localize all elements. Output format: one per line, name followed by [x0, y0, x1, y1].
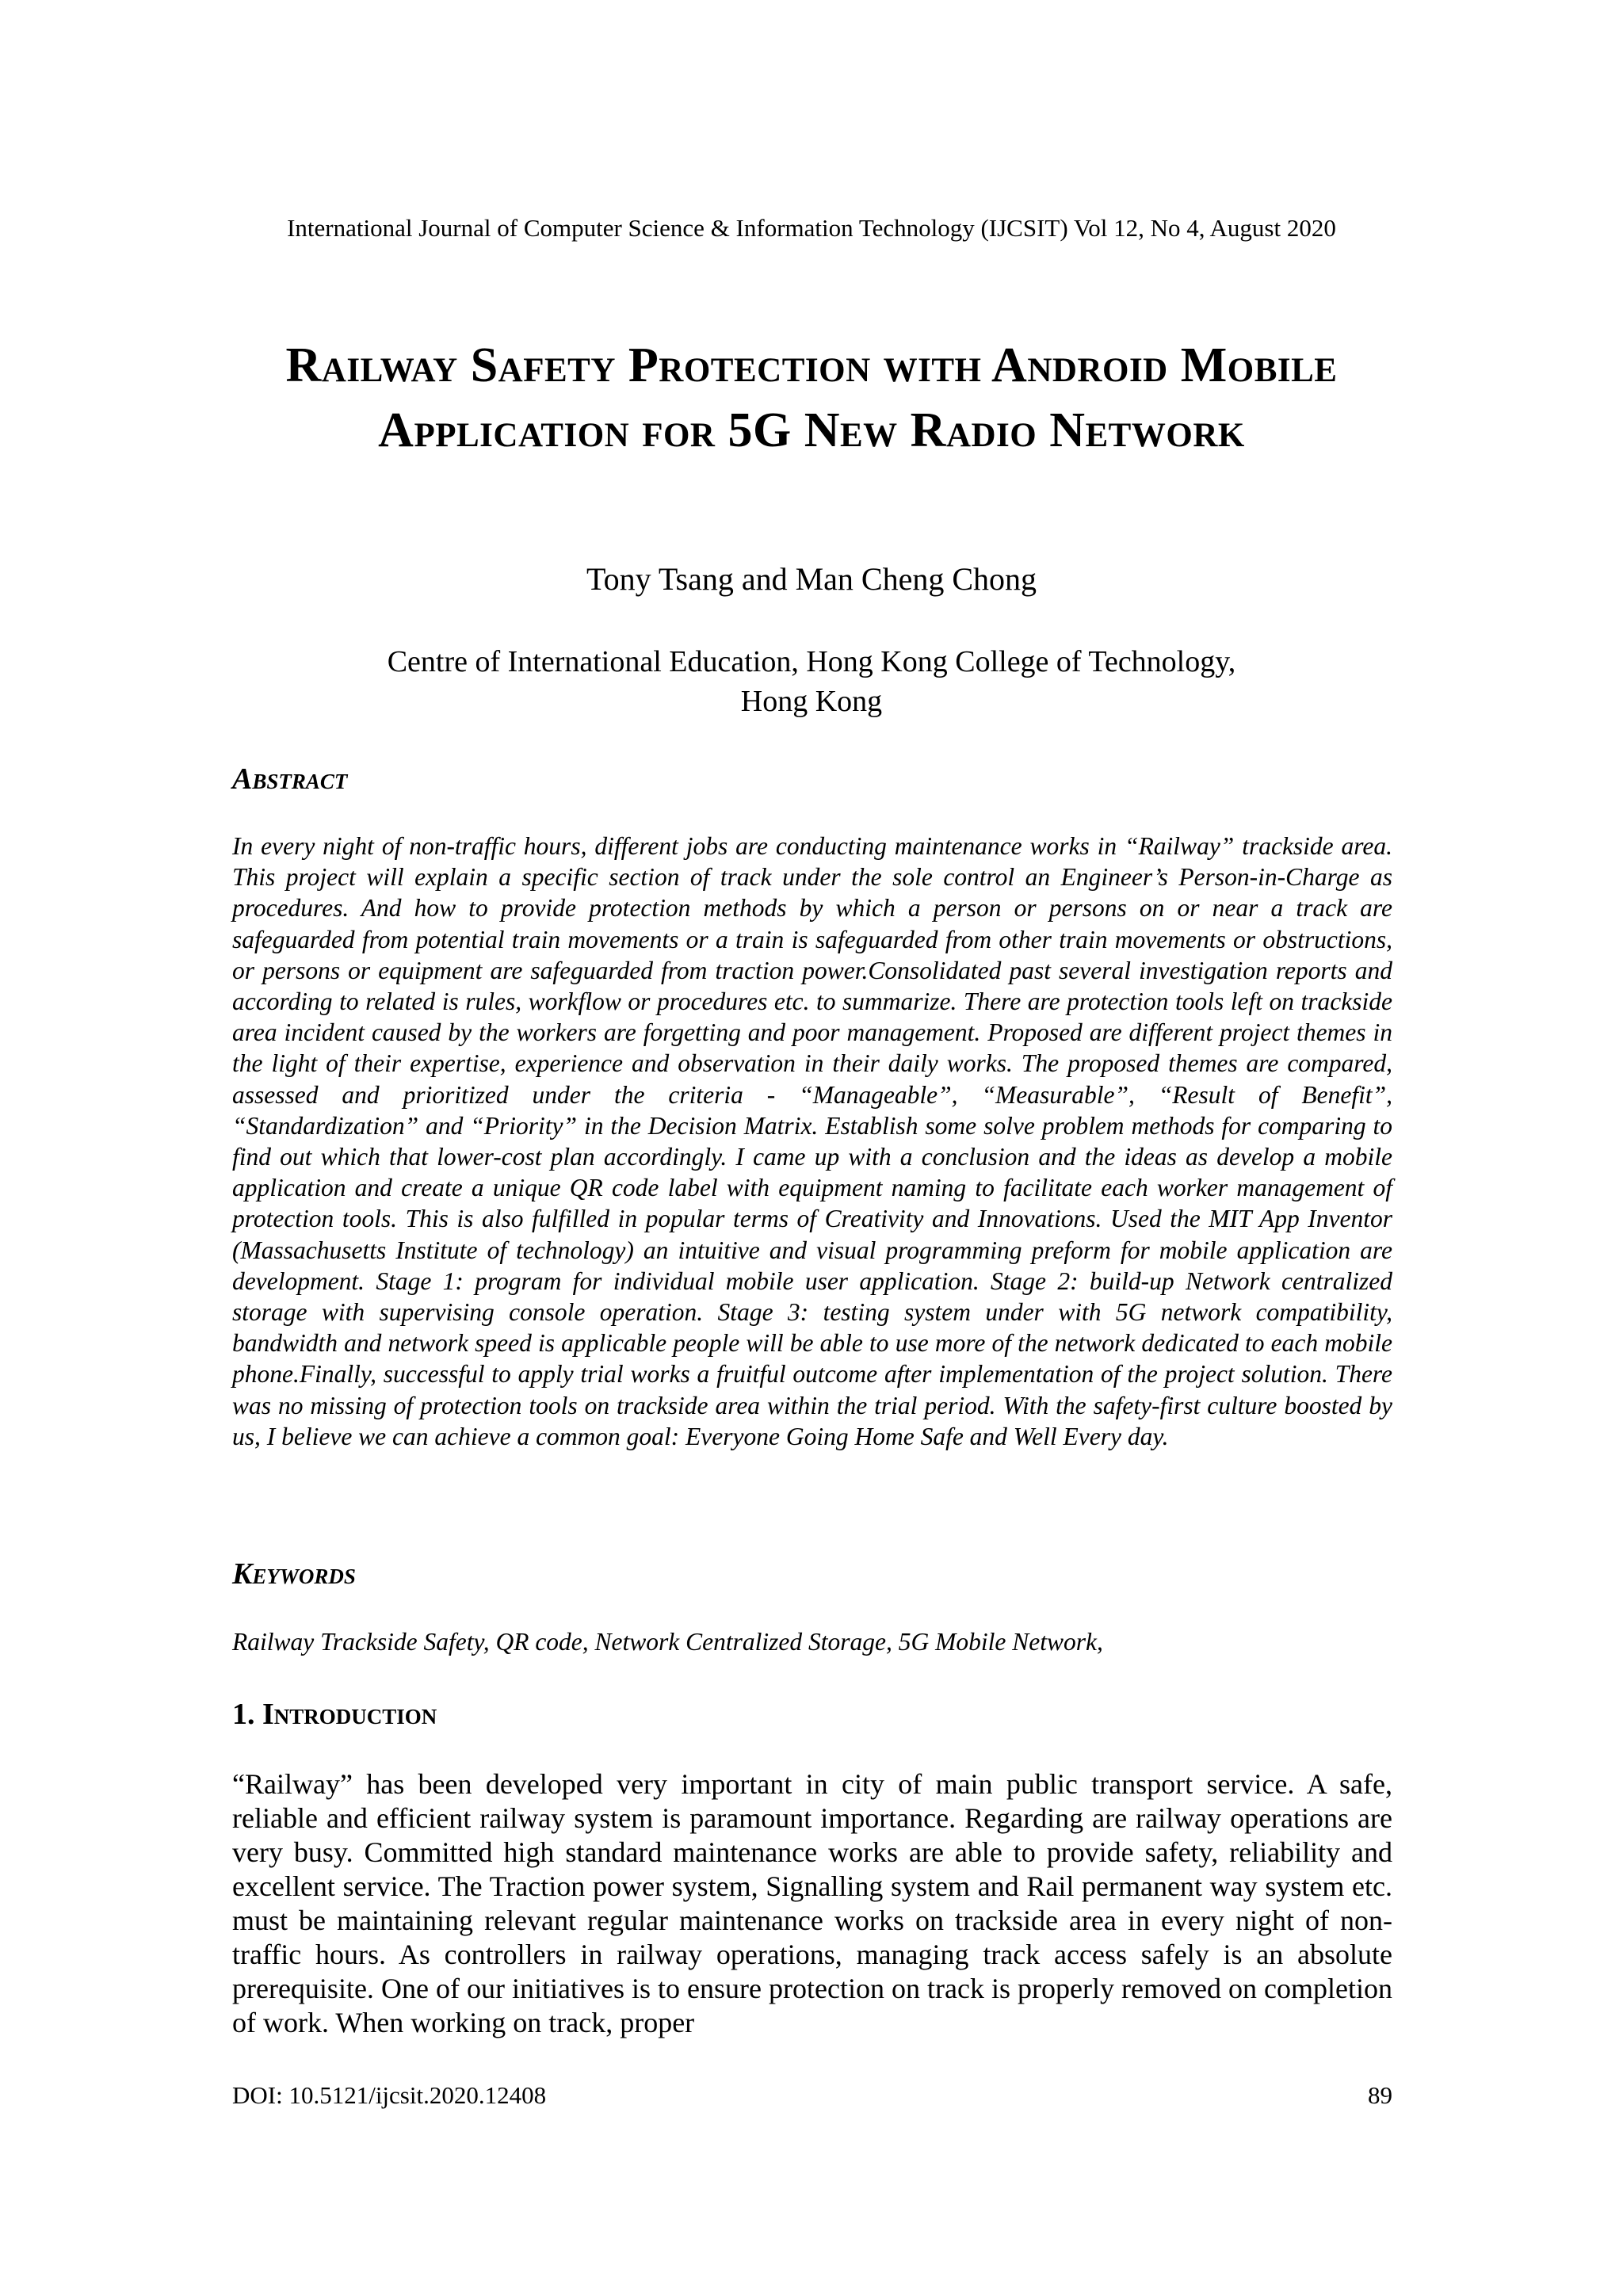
author-affiliation	[238, 642, 1385, 721]
page-number: 89	[1368, 2081, 1392, 2109]
introduction-heading: 1. Introduction	[232, 1698, 437, 1731]
paper-authors: Tony Tsang and Man Cheng Chong	[586, 561, 1037, 597]
doi-footer: DOI: 10.5121/ijcsit.2020.12408	[232, 2081, 547, 2109]
affiliation-line-1: Centre of International Education, Hong Kong College of Technology,	[387, 645, 1236, 678]
paper-title: Railway Safety Protection with Android Mobile Application for 5G New Radio Network	[285, 338, 1338, 457]
running-header: International Journal of Computer Science & Information Technology (IJCSIT) Vol 12, No 4, August 2020	[287, 214, 1336, 242]
keywords-heading: Keywords	[232, 1557, 356, 1591]
abstract-text: In every night of non-traffic hours, different jobs are conducting maintenance works in “Railway” trackside area. This project will explain a specific section of track under the sole control an Engineer’s Person-in-Charge as procedures. And how to provide protection methods by which a person or persons on or near a track are safeguarded from potential train movements or a train is safeguarded from other train movements or obstructions, or persons or equipment are safeguarded from traction power.Consolidated past several investigation reports and according to related is rules, workflow or procedures etc. to summarize. There are protection tools left on trackside area incident caused by the workers are forgetting and poor management. Proposed are different project themes in the light of their expertise, experience and observation in their daily works. The proposed themes are compared, assessed and prioritized under the criteria - “Manageable”, “Measurable”, “Result of Benefit”, “Standardization” and “Priority” in the Decision Matrix. Establish some solve problem methods for comparing to find out which that lower-cost plan accordingly. I came up with a conclusion and the ideas as develop a mobile application and create a unique QR code label with equipment naming to facilitate each worker management of protection tools. This is also fulfilled in popular terms of Creativity and Innovations. Used the MIT App Inventor (Massachusetts Institute of technology) an intuitive and visual programming preform for mobile application are development. Stage 1: program for individual mobile user application. Stage 2: build-up Network centralized storage with supervising console operation. Stage 3: testing system under with 5G network compatibility, bandwidth and network speed is applicable people will be able to use more of the network dedicated to each mobile phone.Finally, successful to apply trial works a fruitful outcome after implementation of the project solution. There was no missing of protection tools on trackside area within the trial period. With the safety-first culture boosted by us, I believe we can achieve a common goal: Everyone Going Home Safe and Well Every day.	[232, 832, 1392, 1450]
affiliation-line-2: Hong Kong	[740, 685, 883, 718]
introduction-text: “Railway” has been developed very important in city of main public transport service. A safe, reliable and efficient railway system is paramount importance. Regarding are railway operations are very busy. Committed high standard maintenance works are able to provide safety, reliability and excellent service. The Traction power system, Signalling system and Rail permanent way system etc. must be maintaining relevant regular maintenance works on trackside area in every night of non-traffic hours. As controllers in railway operations, managing track access safely is an absolute prerequisite. One of our initiatives is to ensure protection on track is properly removed on completion of work. When working on track, proper	[232, 1768, 1392, 2038]
keywords-text: Railway Trackside Safety, QR code, Network Centralized Storage, 5G Mobile Network,	[232, 1628, 1103, 1656]
abstract-heading: Abstract	[232, 762, 348, 796]
